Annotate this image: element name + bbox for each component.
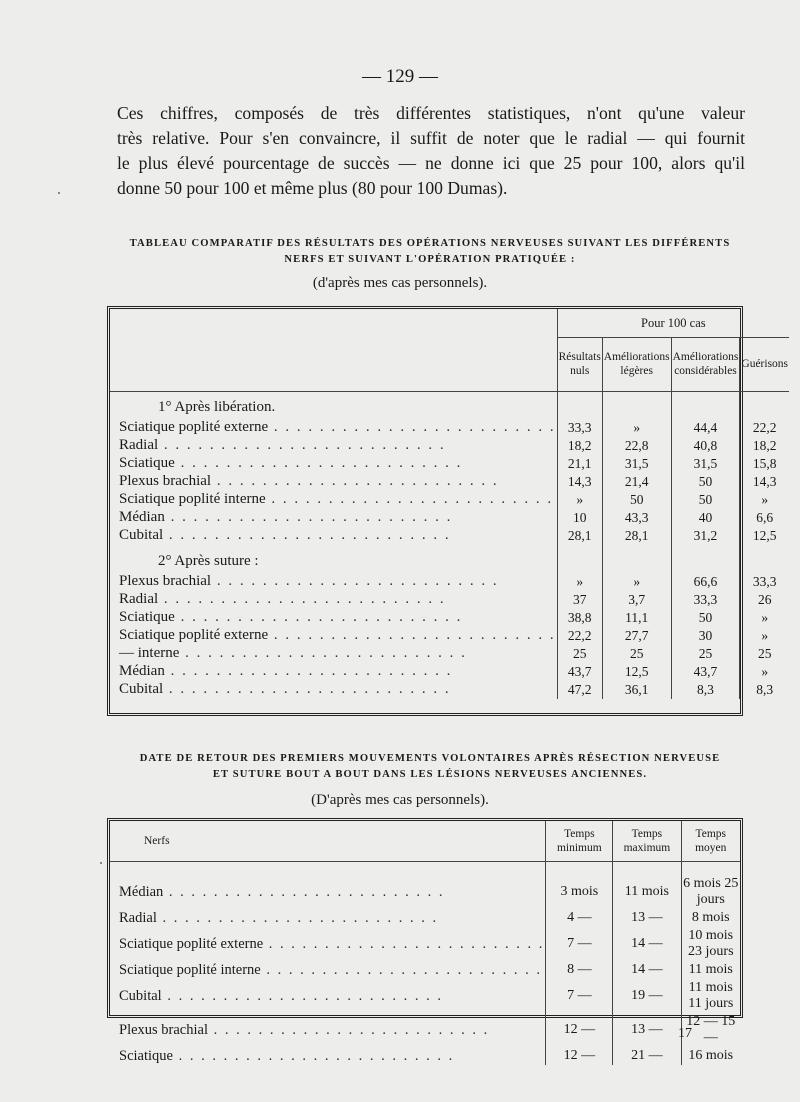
nerve-label — [110, 875, 546, 909]
table-row — [110, 979, 740, 1013]
value-cell: 22,2 — [740, 419, 789, 437]
value-cell: 33,3 — [740, 573, 789, 591]
nerve-label — [110, 473, 557, 491]
speck — [58, 192, 60, 194]
nerve-label — [110, 455, 557, 473]
value-cell: 21,4 — [602, 473, 671, 491]
table-row — [110, 1047, 740, 1065]
leader-dots: . . . . . . . . . . . . . . . . . . . . . . . . . — [268, 419, 556, 436]
value-cell: 40,8 — [671, 437, 740, 455]
table-row — [110, 437, 789, 455]
leader-dots: . . . . . . . . . . . . . . . . . . . . . . . . . — [172, 1048, 455, 1064]
nerve-label — [110, 609, 557, 627]
nerve-name: Radial — [119, 910, 157, 926]
value-cell: 28,1 — [557, 527, 602, 545]
value-cell: 18,2 — [557, 437, 602, 455]
section-label: 1° Après libération. — [158, 399, 276, 415]
value-cell: 7 — — [546, 927, 613, 961]
nerve-label — [110, 573, 557, 591]
value-cell: 8,3 — [740, 681, 789, 699]
value-cell: 30 — [671, 627, 740, 645]
table2-title-line2: ET SUTURE BOUT A BOUT DANS LES LÉSIONS NERVEUSES ANCIENNES. — [212, 769, 648, 780]
leader-dots: . . . . . . . . . . . . . . . . . . . . . . . . . — [164, 509, 453, 526]
nerve-label — [110, 681, 557, 699]
nerve-name: Plexus brachial — [119, 1022, 208, 1038]
column-header: Guérisons — [740, 337, 789, 391]
value-cell: 19 — — [613, 979, 681, 1013]
empty-cell — [546, 861, 613, 875]
value-cell: 11 mois — [681, 961, 740, 979]
value-cell: 66,6 — [671, 573, 740, 591]
paragraph-line: Ces chiffres, composés de très différentes statistiques, n'ont qu'une valeur — [117, 103, 745, 123]
empty-cell — [671, 391, 740, 419]
table-row — [110, 645, 789, 663]
value-cell: 11,1 — [602, 609, 671, 627]
table-row — [110, 473, 789, 491]
value-cell: 22,8 — [602, 437, 671, 455]
leader-dots: . . . . . . . . . . . . . . . . . . . . . . . . . — [265, 491, 554, 508]
value-cell: 37 — [557, 591, 602, 609]
empty-cell — [671, 545, 740, 573]
value-cell: » — [557, 491, 602, 509]
nerve-label — [110, 437, 557, 455]
value-cell: 13 — — [613, 909, 681, 927]
value-cell: 12 — — [546, 1047, 613, 1065]
nerve-label — [110, 927, 546, 961]
nerve-label — [110, 419, 557, 437]
nerve-name: — interne — [119, 645, 180, 662]
group-header: Pour 100 cas — [557, 309, 789, 337]
spacer-row — [110, 861, 740, 875]
value-cell: 27,7 — [602, 627, 671, 645]
nerve-name: Sciatique poplité externe — [119, 936, 264, 952]
table-row — [110, 509, 789, 527]
nerve-name: Sciatique poplité interne — [119, 491, 266, 508]
nerve-name: Radial — [119, 437, 159, 454]
nerve-label — [110, 591, 557, 609]
value-cell: 15,8 — [740, 455, 789, 473]
value-cell: 33,3 — [671, 591, 740, 609]
leader-dots: . . . . . . . . . . . . . . . . . . . . . . . . . — [164, 663, 453, 680]
value-cell: 12,5 — [740, 527, 789, 545]
section-row — [110, 391, 789, 419]
value-cell: 14 — — [613, 927, 681, 961]
nerve-label — [110, 645, 557, 663]
section-row — [110, 545, 789, 573]
nerve-name: Sciatique — [119, 609, 175, 626]
value-cell: » — [557, 573, 602, 591]
value-cell: 50 — [671, 609, 740, 627]
value-cell: 7 — — [546, 979, 613, 1013]
value-cell: 43,3 — [602, 509, 671, 527]
table-row — [110, 491, 789, 509]
nerve-label — [110, 627, 557, 645]
leader-dots: . . . . . . . . . . . . . . . . . . . . . . . . . — [158, 437, 446, 454]
value-cell: 12,5 — [602, 663, 671, 681]
nerve-name: Sciatique — [119, 1048, 173, 1064]
value-cell: 50 — [671, 491, 740, 509]
nerve-label — [110, 961, 546, 979]
value-cell: 31,2 — [671, 527, 740, 545]
nerve-label — [110, 527, 557, 545]
nerve-label — [110, 663, 557, 681]
leader-dots: . . . . . . . . . . . . . . . . . . . . . . . . . — [263, 936, 545, 952]
column-header: Améliorations légères — [602, 337, 671, 391]
value-cell: 28,1 — [602, 527, 671, 545]
value-cell: 12 — — [546, 1013, 613, 1047]
value-cell: 22,2 — [557, 627, 602, 645]
table1-title-line2: NERFS ET SUIVANT L'OPÉRATION PRATIQUÉE : — [284, 254, 576, 265]
nerve-label — [110, 909, 546, 927]
value-cell: 8,3 — [671, 681, 740, 699]
value-cell: 21,1 — [557, 455, 602, 473]
table-row — [110, 455, 789, 473]
table-row — [110, 875, 740, 909]
value-cell: 43,7 — [671, 663, 740, 681]
empty-cell — [602, 545, 671, 573]
leader-dots: . . . . . . . . . . . . . . . . . . . . . . . . . — [174, 455, 463, 472]
leader-dots: . . . . . . . . . . . . . . . . . . . . . . . . . — [163, 884, 445, 900]
value-cell: 40 — [671, 509, 740, 527]
value-cell: 38,8 — [557, 609, 602, 627]
leader-dots: . . . . . . . . . . . . . . . . . . . . . . . . . — [260, 962, 542, 978]
table-row — [110, 1013, 740, 1047]
value-cell: 25 — [671, 645, 740, 663]
column-header: Nerfs — [110, 821, 546, 861]
table2-title-line1: DATE DE RETOUR DES PREMIERS MOUVEMENTS VOLONTAIRES APRÈS RÉSECTION NERVEUSE — [139, 753, 721, 764]
header-empty — [110, 309, 557, 337]
value-cell: 26 — [740, 591, 789, 609]
nerve-label — [110, 1047, 546, 1065]
value-cell: 31,5 — [671, 455, 740, 473]
table-row — [110, 573, 789, 591]
table-row — [110, 961, 740, 979]
value-cell: 36,1 — [602, 681, 671, 699]
empty-cell — [557, 545, 602, 573]
value-cell: 25 — [740, 645, 789, 663]
paragraph-line: donne 50 pour 100 et même plus (80 pour 100 Dumas). — [117, 178, 508, 198]
leader-dots: . . . . . . . . . . . . . . . . . . . . . . . . . — [174, 609, 463, 626]
table-row — [110, 927, 740, 961]
table-row — [110, 527, 789, 545]
value-cell: 18,2 — [740, 437, 789, 455]
value-cell: 21 — — [613, 1047, 681, 1065]
signature-mark: 17 — [678, 1026, 692, 1041]
empty-cell — [602, 391, 671, 419]
nerve-name: Plexus brachial — [119, 573, 212, 590]
paragraph-line: très relative. Pour s'en convaincre, il suffit de noter que le radial — qui fournit — [117, 128, 745, 148]
nerve-name: Sciatique poplité externe — [119, 419, 269, 436]
leader-dots: . . . . . . . . . . . . . . . . . . . . . . . . . — [156, 910, 439, 926]
value-cell: 10 — [557, 509, 602, 527]
nerve-label — [110, 1013, 546, 1047]
value-cell: 14,3 — [740, 473, 789, 491]
value-cell: 8 — — [546, 961, 613, 979]
empty-cell — [110, 861, 546, 875]
nerve-name: Cubital — [119, 681, 164, 698]
value-cell: 25 — [557, 645, 602, 663]
table-row — [110, 591, 789, 609]
value-cell: 8 mois — [681, 909, 740, 927]
value-cell: 31,5 — [602, 455, 671, 473]
nerve-label — [110, 509, 557, 527]
column-header: Résultats nuls — [557, 337, 602, 391]
value-cell: 3,7 — [602, 591, 671, 609]
comparative-results-table — [107, 306, 789, 716]
nerve-name: Sciatique poplité interne — [119, 962, 261, 978]
table-row — [110, 627, 789, 645]
table2-subtitle: (D'après mes cas personnels). — [311, 792, 489, 808]
empty-cell — [740, 545, 789, 573]
value-cell: 6 mois 25 jours — [681, 875, 740, 909]
speck — [100, 862, 102, 864]
table-row — [110, 681, 789, 699]
value-cell: 6,6 — [740, 509, 789, 527]
leader-dots: . . . . . . . . . . . . . . . . . . . . . . . . . — [161, 988, 443, 1004]
value-cell: 43,7 — [557, 663, 602, 681]
body-paragraph — [117, 101, 745, 201]
empty-cell — [613, 861, 681, 875]
value-cell: 44,4 — [671, 419, 740, 437]
nerve-name: Médian — [119, 884, 164, 900]
value-cell: 16 mois — [681, 1047, 740, 1065]
nerve-name: Cubital — [119, 527, 164, 544]
value-cell: » — [740, 609, 789, 627]
leader-dots: . . . . . . . . . . . . . . . . . . . . . . . . . — [163, 681, 451, 698]
value-cell: 33,3 — [557, 419, 602, 437]
nerve-name: Plexus brachial — [119, 473, 212, 490]
value-cell: » — [740, 663, 789, 681]
nerve-name: Sciatique poplité externe — [119, 627, 269, 644]
nerve-name: Médian — [119, 509, 165, 526]
value-cell: 11 mois — [613, 875, 681, 909]
value-cell: 25 — [602, 645, 671, 663]
nerve-name: Sciatique — [119, 455, 175, 472]
value-cell: 10 mois 23 jours — [681, 927, 740, 961]
table-row — [110, 663, 789, 681]
empty-cell — [557, 391, 602, 419]
table1-title-line1: TABLEAU COMPARATIF DES RÉSULTATS DES OPÉRATIONS NERVEUSES SUIVANT LES DIFFÉRENTS — [129, 238, 731, 249]
column-header: Améliorations considérables — [671, 337, 740, 391]
section-label: 2° Après suture : — [158, 552, 259, 569]
leader-dots: . . . . . . . . . . . . . . . . . . . . . . . . . — [158, 591, 446, 608]
nerve-name: Cubital — [119, 988, 162, 1004]
value-cell: 14,3 — [557, 473, 602, 491]
leader-dots: . . . . . . . . . . . . . . . . . . . . . . . . . — [268, 627, 556, 644]
value-cell: 3 mois — [546, 875, 613, 909]
value-cell: » — [602, 573, 671, 591]
column-header: Temps maximum — [613, 821, 681, 861]
value-cell: 50 — [602, 491, 671, 509]
leader-dots: . . . . . . . . . . . . . . . . . . . . . . . . . — [211, 473, 499, 490]
value-cell: 13 — — [613, 1013, 681, 1047]
value-cell: » — [602, 419, 671, 437]
value-cell: » — [740, 491, 789, 509]
value-cell: 12 — 15 — — [681, 1013, 740, 1047]
table1-subtitle: (d'après mes cas personnels). — [312, 275, 488, 291]
paragraph-line: le plus élevé pourcentage de succès — ne donne ici que 25 pour 100, alors qu'il — [117, 153, 745, 173]
header-empty — [110, 337, 557, 391]
page-number: — 129 — — [362, 66, 438, 87]
table-row — [110, 909, 740, 927]
column-header: Temps moyen — [681, 821, 740, 861]
table-row — [110, 419, 789, 437]
empty-cell — [681, 861, 740, 875]
value-cell: » — [740, 627, 789, 645]
leader-dots: . . . . . . . . . . . . . . . . . . . . . . . . . — [211, 573, 499, 590]
value-cell: 11 mois 11 jours — [681, 979, 740, 1013]
column-header: Temps minimum — [546, 821, 613, 861]
nerve-name: Radial — [119, 591, 159, 608]
leader-dots: . . . . . . . . . . . . . . . . . . . . . . . . . — [208, 1022, 490, 1038]
leader-dots: . . . . . . . . . . . . . . . . . . . . . . . . . — [163, 527, 451, 544]
nerve-label — [110, 491, 557, 509]
leader-dots: . . . . . . . . . . . . . . . . . . . . . . . . . — [179, 645, 467, 662]
empty-cell — [740, 391, 789, 419]
table-row — [110, 609, 789, 627]
value-cell: 14 — — [613, 961, 681, 979]
nerve-name: Médian — [119, 663, 165, 680]
value-cell: 47,2 — [557, 681, 602, 699]
nerve-label — [110, 979, 546, 1013]
value-cell: 50 — [671, 473, 740, 491]
value-cell: 4 — — [546, 909, 613, 927]
